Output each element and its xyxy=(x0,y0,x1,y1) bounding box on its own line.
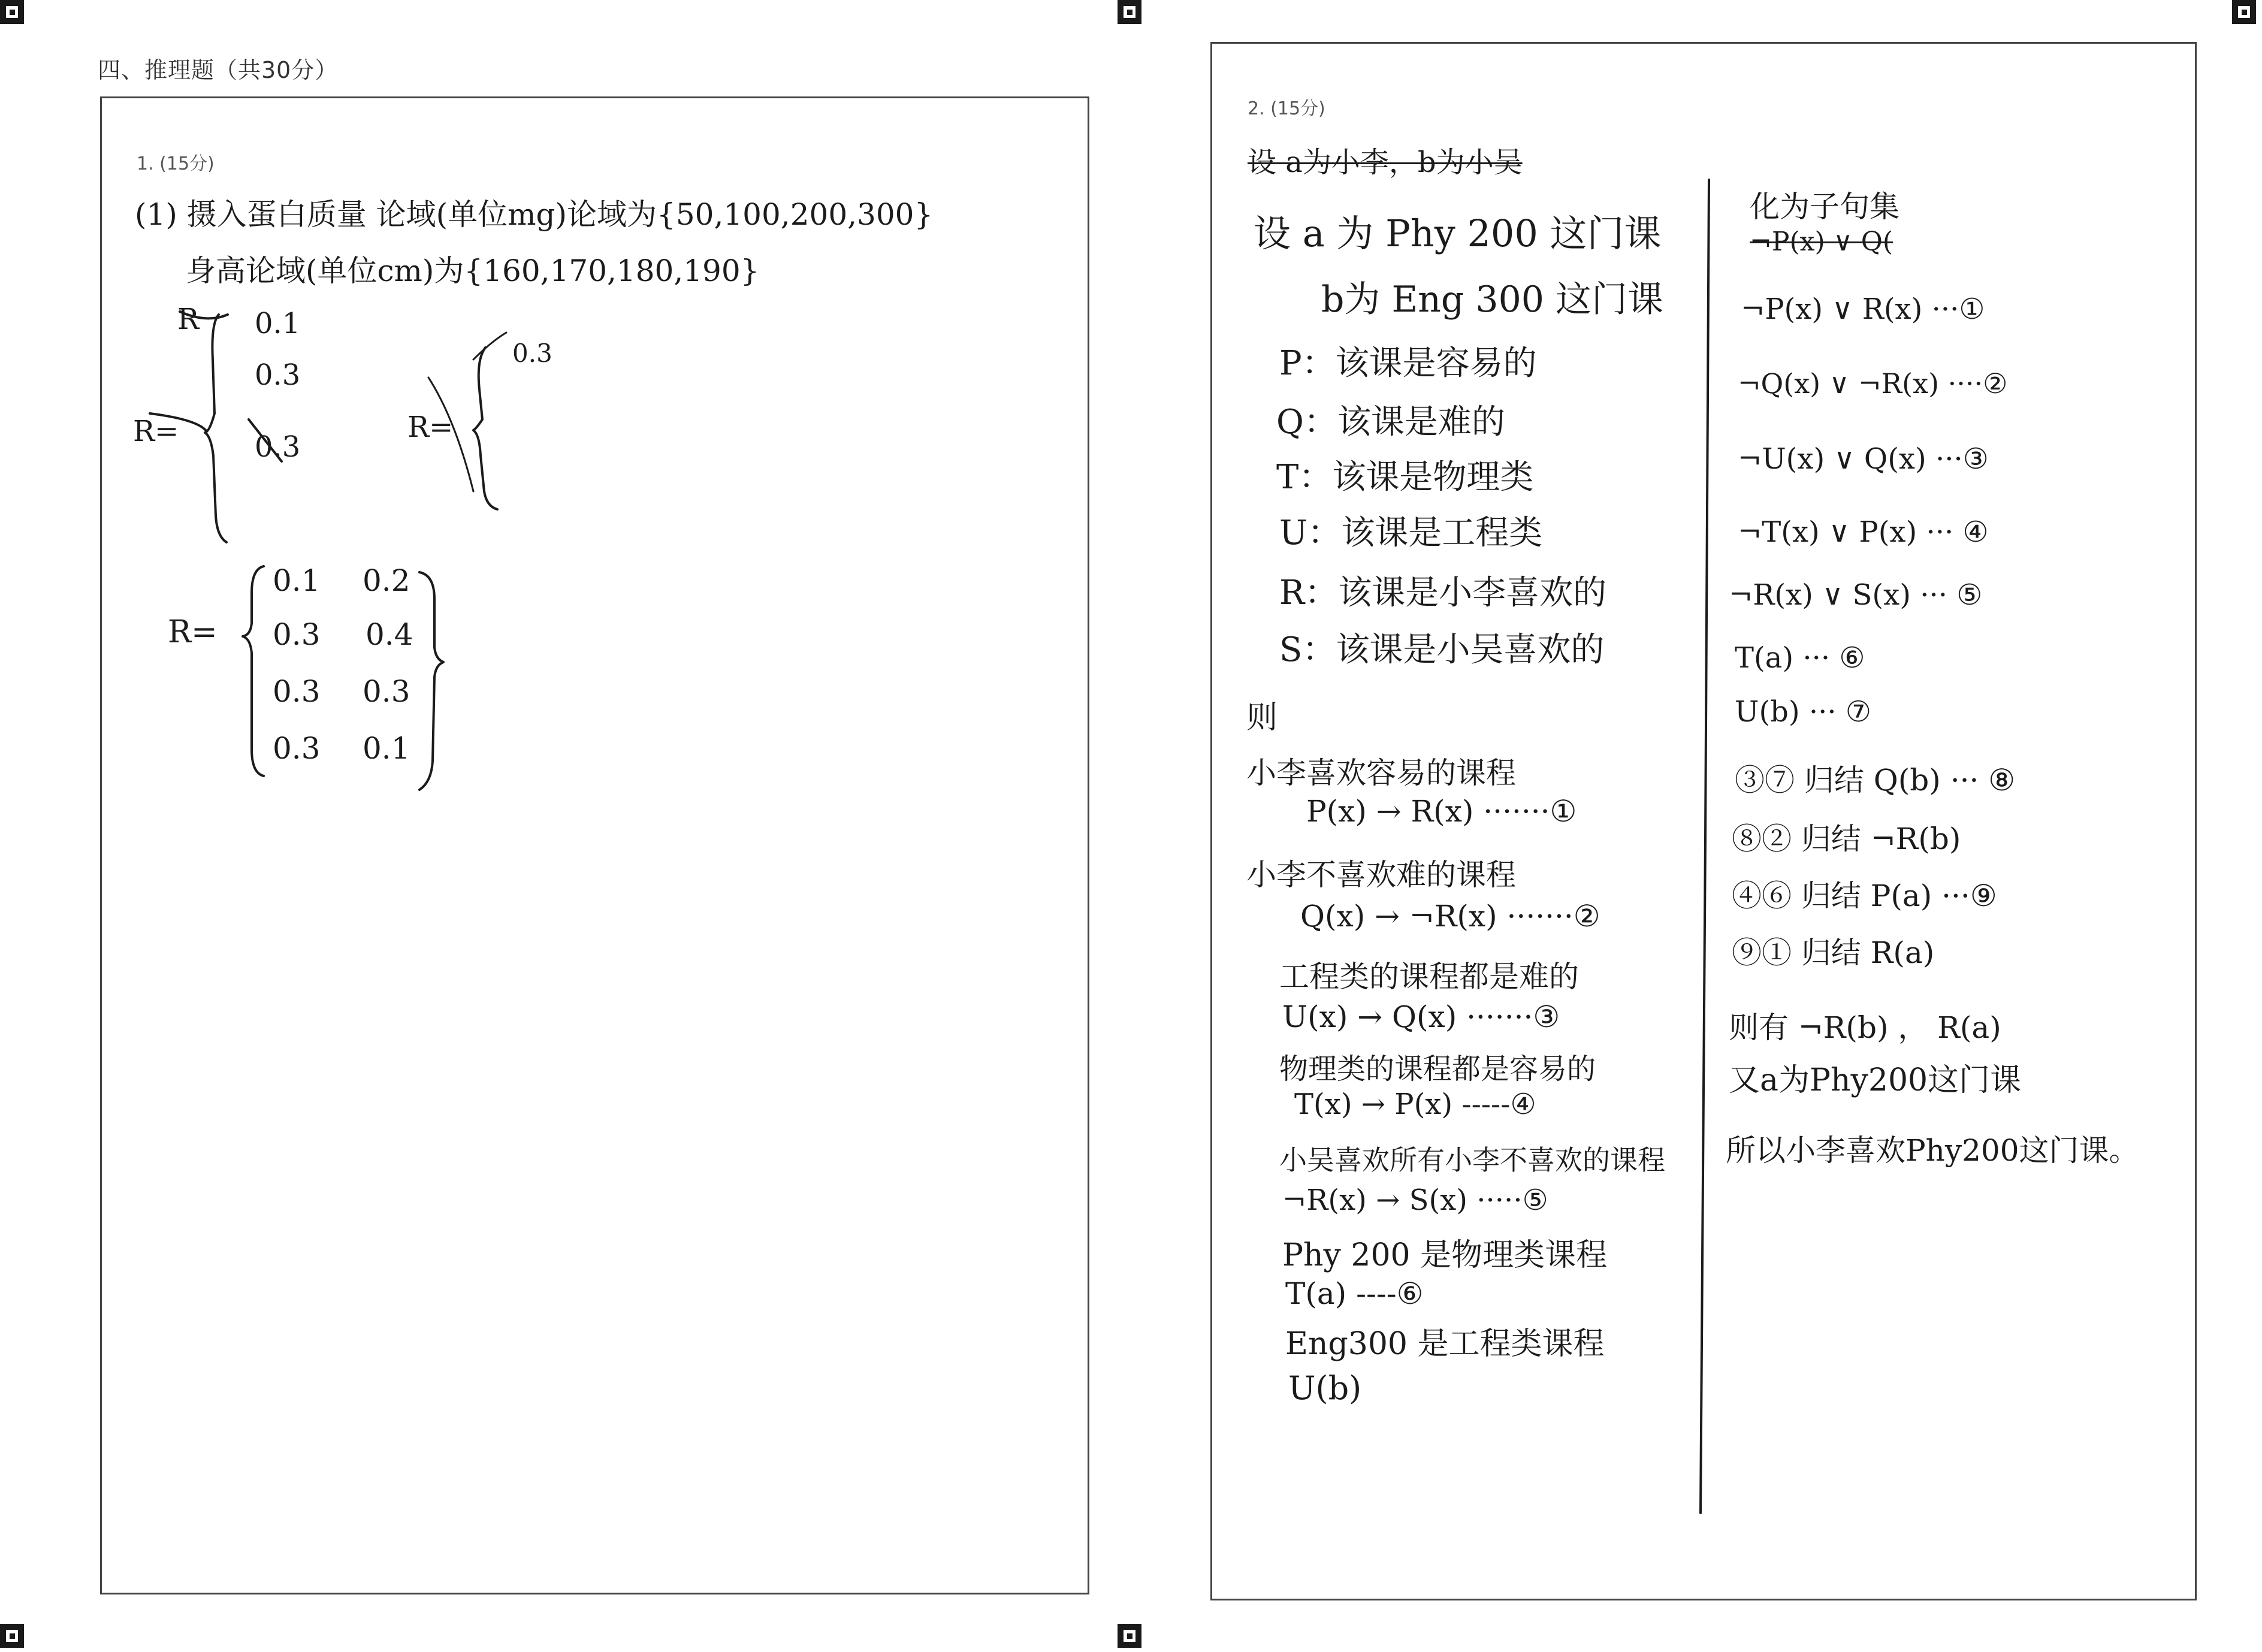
q2-rule-formula: ¬R(x) → S(x) ·····⑤ xyxy=(1282,1183,1548,1217)
q1-matrix-cell: 0.3 xyxy=(273,674,321,709)
q1-matrix-name: R= xyxy=(168,614,218,650)
q2-rule-text: 工程类的课程都是难的 xyxy=(1279,959,1579,994)
q2-definition-b: b为 Eng 300 这门课 xyxy=(1321,279,1663,321)
q2-rule-text: Eng300 是工程类课程 xyxy=(1285,1326,1605,1362)
q1-matrix-cell: 0.3 xyxy=(273,617,321,652)
q2-resolution: ⑨① 归结 R(a) xyxy=(1732,935,1935,970)
q1-matrix-cell: 0.2 xyxy=(363,563,410,598)
q2-definition-a: 设 a 为 Phy 200 这门课 xyxy=(1254,212,1662,255)
q2-clause-struck: ¬P(x) ∨ Q( xyxy=(1750,226,1893,257)
q2-predicate: R：该课是小李喜欢的 xyxy=(1279,573,1607,612)
q2-struck-definition: 设 a为小李，b为小吴 xyxy=(1248,146,1523,179)
q1-draft2-name: R= xyxy=(407,410,454,444)
q2-rule-text: 物理类的课程都是容易的 xyxy=(1279,1052,1596,1086)
q2-rule-formula: Q(x) → ¬R(x) ·······② xyxy=(1300,899,1600,934)
q2-resolution: ④⑥ 归结 P(a) ···⑨ xyxy=(1732,878,1997,913)
q1-matrix-cell: 0.3 xyxy=(363,674,410,709)
q2-resolution: ③⑦ 归结 Q(b) ··· ⑧ xyxy=(1735,763,2016,798)
q1-draft1-name: R xyxy=(177,303,200,336)
q1-matrix-cell: 0.3 xyxy=(273,731,321,766)
q2-rule-formula: U(x) → Q(x) ·······③ xyxy=(1282,999,1560,1034)
q2-clause: ¬T(x) ∨ P(x) ··· ④ xyxy=(1738,515,1989,549)
q2-conclusion-line: 则有 ¬R(b) ， R(a) xyxy=(1729,1010,2001,1045)
q2-rule-formula: U(b) xyxy=(1288,1369,1362,1407)
q2-rule-text: 小李不喜欢难的课程 xyxy=(1246,857,1516,892)
q1-draft2-value-1: 0.3 xyxy=(512,339,552,368)
q1-answer-line-1: (1) 摄入蛋白质量 论域(单位mg)论域为{50,100,200,300} xyxy=(135,197,934,232)
q2-clause: ¬R(x) ∨ S(x) ··· ⑤ xyxy=(1729,578,1983,612)
q1-matrix-cell: 0.1 xyxy=(363,731,410,766)
q2-predicate: T：该课是物理类 xyxy=(1276,458,1534,497)
q2-then-label: 则 xyxy=(1246,700,1278,736)
q2-rule-text: 小吴喜欢所有小李不喜欢的课程 xyxy=(1279,1144,1665,1176)
q2-clause: ¬P(x) ∨ R(x) ···① xyxy=(1741,292,1985,326)
q1-matrix-cell: 0.1 xyxy=(273,563,321,598)
q2-predicate: U：该课是工程类 xyxy=(1279,514,1543,552)
q2-rule-text: 小李喜欢容易的课程 xyxy=(1246,756,1516,790)
q1-answer-line-2: 身高论域(单位cm)为{160,170,180,190} xyxy=(186,253,760,288)
q2-rule-formula: T(x) → P(x) -----④ xyxy=(1294,1088,1536,1121)
q2-clause: T(a) ··· ⑥ xyxy=(1735,641,1865,675)
q2-rule-text: Phy 200 是物理类课程 xyxy=(1282,1237,1608,1273)
section-title: 四、推理题（共30分） xyxy=(98,57,339,83)
q2-predicate: Q：该课是难的 xyxy=(1276,403,1505,442)
q2-conclusion-line: 又a为Phy200这门课 xyxy=(1729,1062,2022,1098)
q2-rule-formula: P(x) → R(x) ·······① xyxy=(1306,794,1577,829)
q2-clause-title: 化为子句集 xyxy=(1750,189,1899,224)
q1-matrix-cell: 0.4 xyxy=(366,617,413,652)
q1-draft1-label: R= xyxy=(133,415,179,448)
q2-predicate: P：该课是容易的 xyxy=(1279,344,1537,383)
question-label-q1: 1. (15分) xyxy=(137,153,215,174)
q2-clause: ¬U(x) ∨ Q(x) ···③ xyxy=(1738,442,1989,476)
q2-predicate: S：该课是小吴喜欢的 xyxy=(1279,630,1605,669)
question-label-q2: 2. (15分) xyxy=(1248,98,1325,119)
q1-draft1-value-2: 0.3 xyxy=(255,358,301,392)
q1-draft1-value-1: 0.1 xyxy=(255,307,301,340)
q2-clause: ¬Q(x) ∨ ¬R(x) ····② xyxy=(1738,367,2008,400)
q2-rule-formula: T(a) ----⑥ xyxy=(1285,1276,1424,1311)
q2-resolution: ⑧② 归结 ¬R(b) xyxy=(1732,822,1961,856)
q2-clause: U(b) ··· ⑦ xyxy=(1735,695,1871,729)
q1-draft1-value-3: 0.3 xyxy=(255,430,301,464)
q2-conclusion-line: 所以小李喜欢Phy200这门课。 xyxy=(1726,1133,2139,1168)
